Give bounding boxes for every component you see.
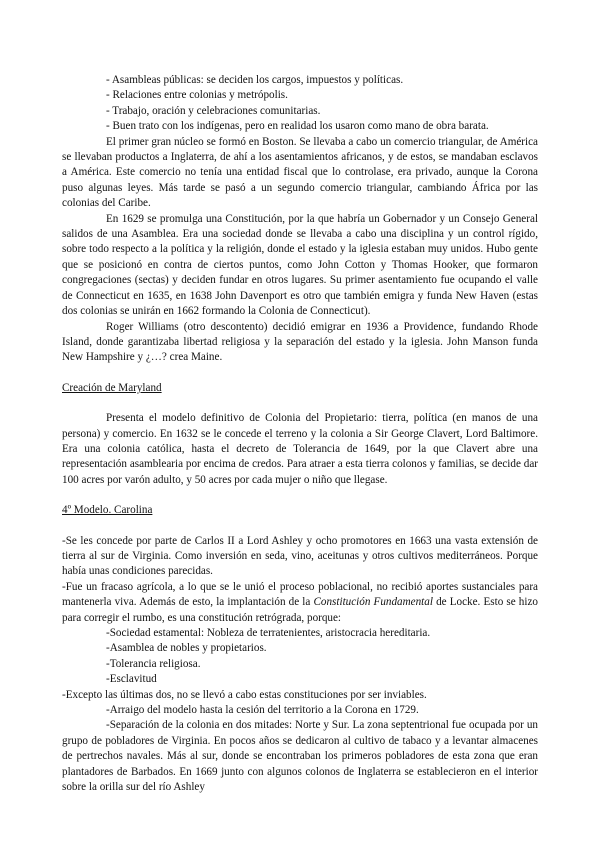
- list-item: - Relaciones entre colonias y metrópolis.: [106, 89, 288, 102]
- carolina-list: [62, 534, 538, 796]
- list-item: -Se les concede por parte de Carlos II a Lord Ashley y ocho promotores en 1663 una vasta extensión de tierra al sur de Virginia. Como inversión en seda, vino, aceitunas y otros cultivos mediterráneos. Porque había unas condiciones parecidas.: [62, 534, 538, 578]
- list-item: - Trabajo, oración y celebraciones comunitarias.: [106, 104, 321, 117]
- list-item: -Esclavitud: [106, 673, 157, 686]
- list-item: -Tolerancia religiosa.: [106, 657, 201, 670]
- list-item-text: de Locke. Esto se hizo para corregir el rumbo, es una constitución retrógrada, porque:: [62, 596, 538, 624]
- list-item: -Arraigo del modelo hasta la cesión del territorio a la Corona en 1729.: [106, 704, 419, 717]
- list-item: -Separación de la colonia en dos mitades: Norte y Sur. La zona septentrional fue ocupada por un grupo de pobladores de Virginia. En pocos años se dedicaron al cultivo de tabaco y a levantar almacenes de pertrechos navales. Más al sur, donde se encontraban los primeros pobladores de esta zona que eran plantadores de Barbados. En 1669 junto con algunos colonos de Inglaterra se establecieron en el interior sobre la orilla sur del río Ashley: [62, 719, 538, 794]
- bullet-list: [62, 73, 538, 135]
- list-item: [62, 580, 538, 626]
- paragraph-maryland: Presenta el modelo definitivo de Colonia del Propietario: tierra, política (en manos de una persona) y comercio. En 1632 se le concede el terreno y la colonia a Sir George Clavert, Lord Baltimore. Era una colonia católica, hasta el decreto de Tolerancia de 1649, por la que Clavert abre una representación asamblearia por encima de credos. Para atraer a esta tierra colonos y familias, se decide dar 100 acres por varón adulto, y 50 acres por cada mujer o niño que llegase.: [62, 412, 538, 486]
- constitution-title: Constitución Fundamental: [313, 596, 433, 609]
- list-item: - Buen trato con los indígenas, pero en realidad los usaron como mano de obra barata.: [106, 120, 489, 133]
- list-item: -Excepto las últimas dos, no se llevó a cabo estas constituciones por ser inviables.: [62, 688, 427, 701]
- section-heading-carolina: 4º Modelo. Carolina: [62, 504, 153, 517]
- list-item-text: -Fue un fracaso agrícola, a lo que se le unió el proceso poblacional, no recibió aportes sustanciales para mantenerla viva. Además de esto, la implantación de la: [62, 580, 538, 609]
- paragraph-roger-williams: Roger Williams (otro descontento) decidió emigrar en 1936 a Providence, fundando Rhode Island, donde garantizaba libertad religiosa y la separación del estado y la iglesia. John Manson funda New Hampshire y ¿…? crea Maine.: [62, 320, 538, 364]
- paragraph-boston: El primer gran núcleo se formó en Boston. Se llevaba a cabo un comercio triangular, de América se llevaban productos a Inglaterra, de ahí a los asentamientos africanos, y de estos, se mandaban esclavos a América. Este comercio no tenía una entidad fiscal que lo controlase, era privado, aunque la Corona puso algunas leyes. Más tarde se pasó a un segundo comercio triangular, cambiando África por las colonias del Caribe.: [62, 135, 538, 210]
- section-heading-maryland: Creación de Maryland: [62, 381, 162, 394]
- paragraph-constitution-1629: En 1629 se promulga una Constitución, por la que habría un Gobernador y un Consejo General salidos de una Asamblea. Era una sociedad donde se llevaba a cabo una disciplina y un control rígido, sobre todo respecto a la política y la religión, donde el estado y la iglesia estaban muy unidos. Hubo gente que se posicionó en contra de ciertos puntos, como John Cotton y Thomas Hooker, que formaron congregaciones (sectas) y deciden fundar en otros lugares. Su primer asentamiento fue ocupando el valle de Connecticut en 1635, en 1638 John Davenport es otro que también emigra y funda New Haven (estas dos colonias se unirán en 1662 formando la Colonia de Connecticut).: [62, 212, 538, 318]
- list-item: -Asamblea de nobles y propietarios.: [106, 642, 267, 655]
- list-item: -Sociedad estamental: Nobleza de terratenientes, aristocracia hereditaria.: [106, 627, 431, 639]
- list-item: - Asambleas públicas: se deciden los cargos, impuestos y políticas.: [106, 74, 404, 86]
